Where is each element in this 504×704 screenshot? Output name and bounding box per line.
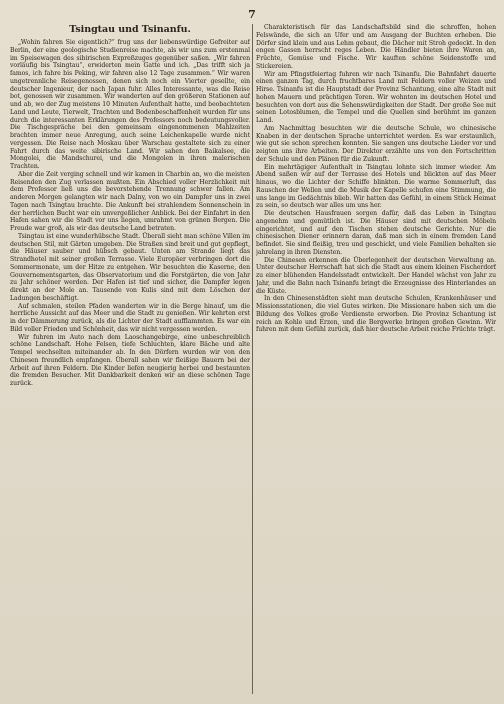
paragraph: Ein mehrtägiger Aufenthalt in Tsingtau lohnte sich immer wieder. Am Abend saßen wir auf der Terrasse des Hotels und blickten auf das Meer hinaus, wo die Lichter der Schiffe blinkten. Die warme Sommerluft, das Rauschen der Wellen und die Musik der Kapelle schufen eine Stimmung, die uns lange im Gedächtnis blieb. Wir hatten das Gefühl, in einem Stück Heimat zu sein, so deutsch war alles um uns her. (256, 163, 496, 210)
paragraph: Auf schmalen, steilen Pfaden wanderten wir in die Berge hinauf, um die herrliche Aussicht auf das Meer und die Stadt zu genießen. Wir kehrten erst in der Dämmerung zurück, als die Lichter der Stadt aufflammten. Es war ein Bild voller Frieden und Schönheit, das wir nicht vergessen werden. (10, 302, 250, 333)
paragraph: Tsingtau ist eine wunderhübsche Stadt. Überall sieht man schöne Villen im deutschen Stil, mit Gärten umgeben. Die Straßen sind breit und gut gepflegt, die Häuser sauber und hübsch gebaut. Unten am Strande liegt das Strandhotel mit seiner großen Terrasse. Viele Europäer verbringen dort die Sommermonate, um der Hitze zu entgehen. Wir besuchten die Kaserne, den Gouvernementsgarten, das Observatorium und die Forstgärten, die von Jahr zu Jahr schöner werden. Der Hafen ist tief und sicher, die Dampfer legen direkt an der Mole an. Tausende von Kulis sind mit dem Löschen der Ladungen beschäftigt. (10, 232, 250, 302)
paragraph: Die Chinesen erkennen die Überlegenheit der deutschen Verwaltung an. Unter deutscher Herrschaft hat sich die Stadt aus einem kleinen Fischerdorf zu einer blühenden Handelsstadt entwickelt. Der Handel wächst von Jahr zu Jahr, und die Bahn nach Tsinanfu bringt die Erzeugnisse des Hinterlandes an die Küste. (256, 256, 496, 295)
column-divider (252, 24, 253, 694)
left-column (10, 24, 250, 696)
article-title: Tsingtau und Tsinanfu. (69, 24, 191, 35)
paragraph: Die deutschen Hausfrauen sorgen dafür, daß das Leben in Tsingtau angenehm und gemütlich ist. Die Häuser sind mit deutschen Möbeln eingerichtet, und auf den Tischen stehen deutsche Gerichte. Nur die chinesischen Diener erinnern daran, daß man sich in einem fremden Land befindet. Sie sind fleißig, treu und geschickt, und viele Familien behalten sie jahrelang in ihren Diensten. (256, 210, 496, 256)
paragraph: Charakteristisch für das Landschaftsbild sind die schroffen, hohen Felswände, die sich an Ufer und am Ausgang der Buchten erheben. Die Dörfer sind klein und aus Lehm gebaut, die Dächer mit Stroh gedeckt. In den engen Gassen herrscht reges Leben. Die Händler bieten ihre Waren an, Früchte, Gemüse und Fische. Wir kauften schöne Seidenstoffe und Stickereien. (256, 24, 496, 70)
paragraph: Wir am Pfingstfeiertag fuhren wir nach Tsinanfu. Die Bahnfahrt dauerte einen ganzen Tag, durch fruchtbares Land mit Feldern voller Weizen und Hirse. Tsinanfu ist die Hauptstadt der Provinz Schantung, eine alte Stadt mit hohen Mauern und prächtigen Toren. Wir wohnten im deutschen Hotel und besuchten von dort aus die Sehenswürdigkeiten der Stadt. Der große See mit seinen Lotosblumen, die Tempel und die Quellen sind berühmt im ganzen Land. (256, 70, 496, 124)
paragraph: „Wohin fahren Sie eigentlich?“ frug uns der liebenswürdige Gefreiter auf Berlin, der eine geologische Studienreise machte, als wir uns zum erstenmal im Speisewagen des sibirischen Expreßzuges gegenüber saßen. „Wir fahren vorläufig bis Tsingtau“, erwiderten mein Gatte und ich. „Das trifft sich ja famos, ich fahre bis Peking, wir fahren also 12 Tage zusammen.“ Wir waren ungetrennliche Reisegenossen, denen sich noch ein Vierter gesellte, ein deutscher Ingenieur, der nach Japan fuhr. Alles Interessante, was die Reise bot, genossen wir zusammen. Wir wanderten auf den größeren Stationen auf und ab, wo der Zug meistens 10 Minuten Aufenthalt hatte, und beobachteten Land und Leute, Tierwelt, Trachten und Bodenbeschaffenheit wurden für uns durch die interessanten Erklärungen des Professors noch bedeutungsvoller. Die Tischgespräche bei den gemeinsam eingenommenen Mahlzeiten brachten immer neue Anregung, auch seine Leichenkapelle wurde nicht vergessen. Die Reise nach Moskau über Warschau gestaltete sich zu einer Fahrt durch das weite sibirische Land. Wir sahen den Baikalsee, die Mongolei, die Mandschurei, und die Mongolen in ihren malerischen Trachten. (10, 39, 250, 170)
page-number: 7 (248, 8, 256, 21)
paragraph: Wir fuhren im Auto nach dem Laoschangebirge, eine unbeschreiblich schöne Landschaft. Hohe Felsen, tiefe Schluchten, klare Bäche und alte Tempel wechselten miteinander ab. In den Dörfern wurden wir von den Chinesen freundlich empfangen. Überall sahen wir fleißige Bauern bei der Arbeit auf ihren Feldern. Die Kinder liefen neugierig herbei und bestaunten die fremden Besucher. Mit Dankbarkeit denken wir an diese schönen Tage zurück. (10, 333, 250, 387)
paragraph: Aber die Zeit verging schnell und wir kamen in Charbin an, wo die meisten Reisenden den Zug verlassen mußten. Ein Abschied voller Herzlichkeit mit dem Professor ließ uns die bevorstehende Trennung schwer fallen. Am anderen Morgen gelangten wir nach Dalny, von wo ein Dampfer uns in zwei Tagen nach Tsingtau brachte. Die Ankunft bei strahlendem Sonnenschein in der herrlichen Bucht war ein unvergeßlicher Anblick. Bei der Einfahrt in den Hafen sahen wir die Stadt vor uns liegen, umrahmt von grünen Bergen. Die Freude war groß, als wir das deutsche Land betraten. (10, 170, 250, 232)
paragraph: In den Chinesenstädten sieht man deutsche Schulen, Krankenhäuser und Missionsstationen, die viel Gutes wirken. Die Missionare haben sich um die Bildung des Volkes große Verdienste erworben. Die Provinz Schantung ist reich an Kohle und Erzen, und die Bergwerke bringen großen Gewinn. Wir fuhren mit dem Gefühl zurück, daß hier deutsche Arbeit reiche Früchte trägt. (256, 295, 496, 334)
right-column (256, 24, 496, 696)
paragraph: Am Nachmittag besuchten wir die deutsche Schule, wo chinesische Knaben in der deutschen Sprache unterrichtet werden. Es war erstaunlich, wie gut sie schon sprechen konnten. Sie sangen uns deutsche Lieder vor und zeigten uns ihre Arbeiten. Der Direktor erzählte uns von den Fortschritten der Schule und den Plänen für die Zukunft. (256, 124, 496, 163)
